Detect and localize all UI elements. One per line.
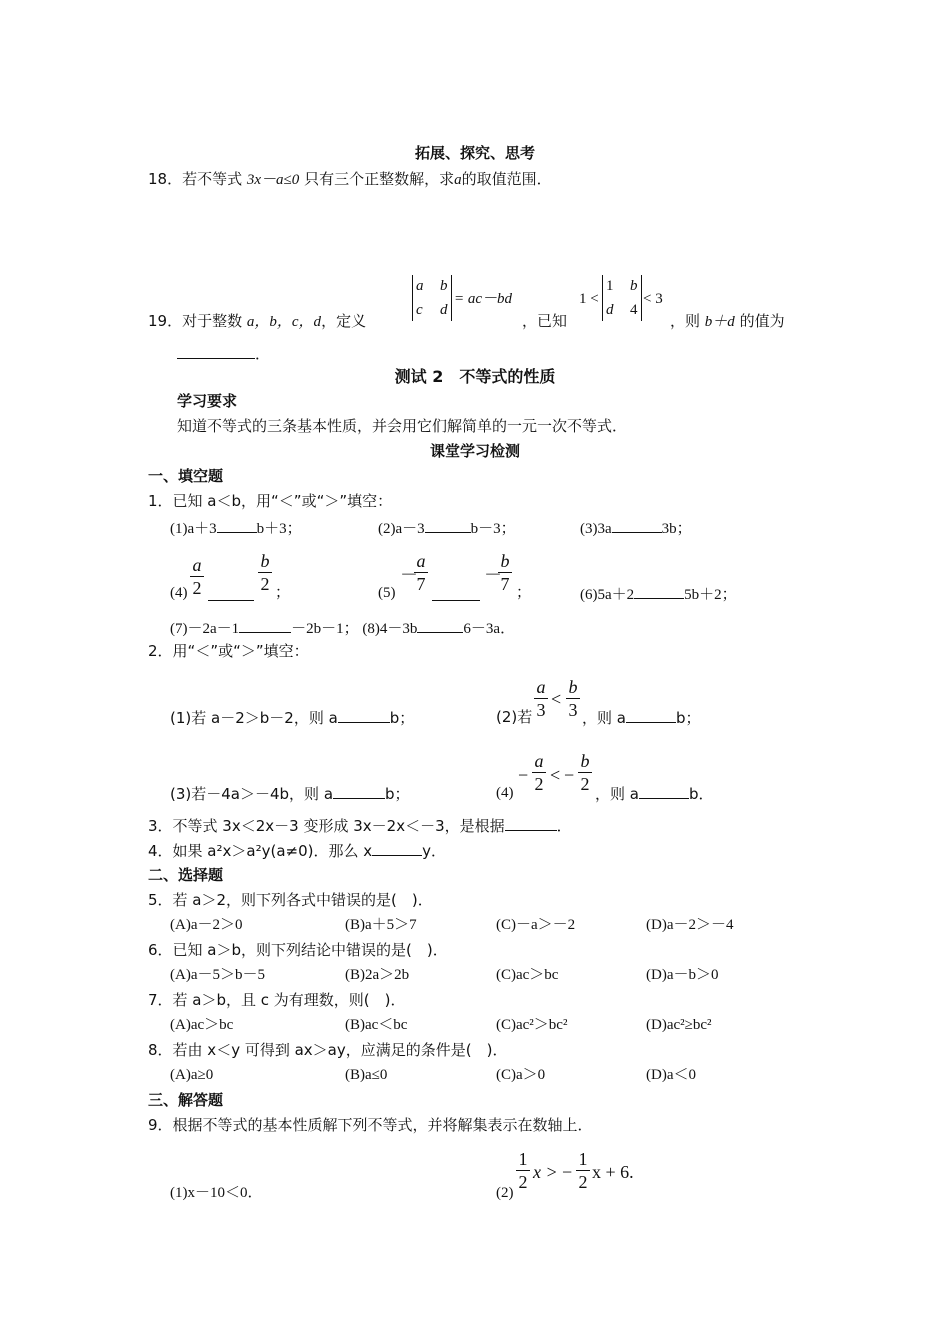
q7-option-b[interactable]: (B)ac＜bc xyxy=(345,1017,408,1033)
q19-text: 对于整数 xyxy=(182,312,243,330)
q9-sub-1: (1)x－10＜0． xyxy=(170,1185,263,1201)
q19-ask: 的值为 xyxy=(739,312,785,330)
q1-6-right: 5b＋2； xyxy=(684,587,737,603)
q2-4-blank[interactable] xyxy=(639,786,689,799)
q1-4-blank-wrap xyxy=(208,588,254,604)
q19-answer-blank[interactable] xyxy=(177,346,255,359)
class-check-heading: 课堂学习检测 xyxy=(429,442,520,460)
q8-option-a[interactable]: (A)a≥0 xyxy=(170,1067,214,1083)
q9-2-label: (2) xyxy=(496,1185,514,1201)
q18-expression: 3x－a≤0 xyxy=(246,172,300,188)
q2-1-end: b； xyxy=(389,709,415,727)
q9-2-minus: − xyxy=(562,1162,573,1182)
frac-den: 7 xyxy=(500,574,510,594)
q19-text-2: ，定义 xyxy=(321,312,367,330)
frac-num: a xyxy=(416,551,426,571)
q1-8-left: (8)4－3b xyxy=(362,621,418,637)
q2-4-fraction-b xyxy=(578,752,592,793)
q1-3-right: 3b； xyxy=(661,521,692,537)
q8-stem: 8．若由 x＜y 可得到 ax＞ay，应满足的条件是( )． xyxy=(148,1041,508,1059)
q4-text: 4．如果 a²x＞a²y(a≠0)．那么 x xyxy=(148,842,373,860)
q3-blank[interactable] xyxy=(505,818,557,831)
frac-num: a xyxy=(192,555,202,575)
det-def-d: d xyxy=(440,302,448,318)
q2-2-less-than: < xyxy=(551,689,562,709)
q2-4-end: b． xyxy=(688,785,714,803)
q1-5-label: (5) xyxy=(378,585,396,601)
frac-num: 1 xyxy=(518,1149,528,1169)
q1-4-label: (4) xyxy=(170,585,188,601)
det-given-c: d xyxy=(606,302,614,318)
q2-2-fraction-b xyxy=(566,678,580,719)
frac-den: 2 xyxy=(578,1172,588,1192)
q5-option-c[interactable]: (C)－a＞－2 xyxy=(496,917,576,933)
q1-1-blank[interactable] xyxy=(217,520,257,533)
frac-num: b xyxy=(260,551,270,571)
frac-bar xyxy=(414,572,428,573)
frac-bar xyxy=(516,1170,530,1171)
det-given-d: 4 xyxy=(630,302,638,318)
q2-2-end: b； xyxy=(675,709,701,727)
q2-stem: 2．用“＜”或“＞”填空： xyxy=(148,642,309,660)
q1-8-blank[interactable] xyxy=(417,620,463,633)
frac-num: a xyxy=(536,677,546,697)
question-3 xyxy=(148,818,572,834)
q1-item-3 xyxy=(580,520,692,537)
q19-text-3: ，已知 xyxy=(522,312,568,330)
frac-den: 2 xyxy=(260,574,270,594)
frac-bar xyxy=(258,572,272,573)
q8-option-d[interactable]: (D)a＜0 xyxy=(646,1067,696,1083)
q9-2-fraction-a xyxy=(516,1150,530,1191)
q18-text-3: 的取值范围． xyxy=(461,170,552,188)
frac-num: b xyxy=(580,751,590,771)
frac-bar xyxy=(534,698,548,699)
q1-5-end: ； xyxy=(516,585,532,601)
frac-num: b xyxy=(568,677,578,697)
q19-end: ． xyxy=(255,345,271,363)
q2-2-tail xyxy=(582,710,701,726)
q2-2-then: ，则 a xyxy=(582,709,626,727)
q18-text-2: 只有三个正整数解，求 xyxy=(304,170,455,188)
q18-variable: a xyxy=(454,172,462,188)
q5-option-a[interactable]: (A)a－2＞0 xyxy=(170,917,243,933)
q9-2-x-plus-6: x + 6. xyxy=(592,1162,634,1182)
q2-sub-3 xyxy=(170,786,410,802)
requirements-heading: 学习要求 xyxy=(177,392,238,410)
frac-den: 2 xyxy=(192,578,202,598)
q1-2-left: (2)a－3 xyxy=(378,521,425,537)
q19-number: 19． xyxy=(148,312,183,330)
part3-heading: 三、解答题 xyxy=(148,1091,224,1109)
q5-option-d[interactable]: (D)a－2＞－4 xyxy=(646,917,734,933)
q4-blank[interactable] xyxy=(372,843,422,856)
q1-5-minus-b: － xyxy=(484,565,502,585)
det-def-b: b xyxy=(440,278,448,294)
q7-stem: 7．若 a＞b，且 c 为有理数，则( )． xyxy=(148,991,406,1009)
q1-5-blank-wrap xyxy=(432,588,480,604)
q2-4-minus-b: − xyxy=(564,765,575,785)
frac-den: 2 xyxy=(534,774,544,794)
q7-option-a[interactable]: (A)ac＞bc xyxy=(170,1017,234,1033)
q1-2-blank[interactable] xyxy=(425,520,471,533)
q1-item-1 xyxy=(170,520,302,537)
q7-option-c[interactable]: (C)ac²＞bc² xyxy=(496,1017,568,1033)
q18-number: 18． xyxy=(148,170,183,188)
q1-5-minus-a: － xyxy=(400,565,418,585)
q19-determinant-given xyxy=(602,275,642,321)
q3-text: 3．不等式 3x＜2x－3 变形成 3x－2x＜－3，是根据 xyxy=(148,817,505,835)
q1-6-left: (6)5a＋2 xyxy=(580,587,635,603)
q1-3-left: (3)3a xyxy=(580,521,612,537)
q19-given-rhs: < 3 xyxy=(643,291,663,307)
q19-definition-rhs: = ac－bd xyxy=(454,291,513,307)
frac-den: 2 xyxy=(518,1172,528,1192)
frac-bar xyxy=(566,698,580,699)
q1-3-blank[interactable] xyxy=(612,520,662,533)
q1-stem: 1．已知 a＜b，用“＜”或“＞”填空： xyxy=(148,492,393,510)
q9-2-x-gt: x > xyxy=(533,1162,558,1182)
q2-3-text: (3)若－4a＞－4b，则 a xyxy=(170,785,334,803)
q2-4-tail xyxy=(595,786,714,802)
q6-option-c[interactable]: (C)ac＞bc xyxy=(496,967,559,983)
frac-den: 7 xyxy=(416,574,426,594)
q19-given-lhs: 1 < xyxy=(579,291,599,307)
frac-num: a xyxy=(534,751,544,771)
frac-num: 1 xyxy=(578,1149,588,1169)
frac-den: 3 xyxy=(536,700,546,720)
q1-5-fraction-a xyxy=(414,552,428,593)
q1-7-blank[interactable] xyxy=(239,620,291,633)
q5-stem: 5．若 a＞2，则下列各式中错误的是( )． xyxy=(148,891,433,909)
q9-stem: 9．根据不等式的基本性质解下列不等式，并将解集表示在数轴上． xyxy=(148,1116,593,1134)
part2-heading: 二、选择题 xyxy=(148,866,224,884)
q2-sub-1 xyxy=(170,710,414,726)
det-def-c: c xyxy=(416,302,423,318)
test-title: 测试 2 不等式的性质 xyxy=(394,367,556,386)
q2-3-blank[interactable] xyxy=(333,786,385,799)
q1-4-fraction-a xyxy=(190,556,204,597)
det-given-b: b xyxy=(630,278,638,294)
q19-text-4 xyxy=(670,314,785,330)
q1-1-right: b＋3； xyxy=(256,521,302,537)
part1-heading: 一、填空题 xyxy=(148,467,224,485)
q5-option-b[interactable]: (B)a＋5＞7 xyxy=(345,917,417,933)
q1-6-blank[interactable] xyxy=(634,586,684,599)
q4-end: y． xyxy=(422,842,447,860)
frac-bar xyxy=(498,572,512,573)
det-def-a: a xyxy=(416,278,424,294)
q2-3-end: b； xyxy=(385,785,410,803)
q9-2-fraction-b xyxy=(576,1150,590,1191)
q1-7-left: (7)－2a－1 xyxy=(170,621,240,637)
q1-4-end: ； xyxy=(275,585,291,601)
q3-end: ． xyxy=(556,817,572,835)
q1-8-right: 6－3a． xyxy=(463,621,516,637)
q2-1-text: (1)若 a－2＞b－2，则 a xyxy=(170,709,338,727)
frac-bar xyxy=(576,1170,590,1171)
frac-bar xyxy=(532,772,546,773)
q19-answer-line xyxy=(177,346,270,362)
q2-4-fraction-a xyxy=(532,752,546,793)
q8-option-c[interactable]: (C)a＞0 xyxy=(496,1067,546,1083)
q19-expression: b＋d xyxy=(704,314,735,330)
q8-option-b[interactable]: (B)a≤0 xyxy=(345,1067,388,1083)
q1-5-blank[interactable] xyxy=(432,588,480,601)
q1-4-fraction-b xyxy=(258,552,272,593)
q2-4-less-than: < xyxy=(550,765,561,785)
frac-bar xyxy=(578,772,592,773)
q6-option-a[interactable]: (A)a－5＞b－5 xyxy=(170,967,265,983)
q2-4-label: (4) xyxy=(496,785,514,801)
question-4 xyxy=(148,843,446,859)
q1-2-right: b－3； xyxy=(470,521,516,537)
q1-items-7-8 xyxy=(170,620,515,637)
requirements-text: 知道不等式的三条基本性质，并会用它们解简单的一元一次不等式． xyxy=(177,417,628,435)
frac-den: 3 xyxy=(568,700,578,720)
det-given-a: 1 xyxy=(606,278,614,294)
q6-option-b[interactable]: (B)2a＞2b xyxy=(345,967,410,983)
q6-option-d[interactable]: (D)a－b＞0 xyxy=(646,967,719,983)
q19-determinant-definition xyxy=(412,275,452,321)
q1-7-right: －2b－1； xyxy=(291,621,359,637)
q2-1-blank[interactable] xyxy=(338,710,390,723)
frac-bar xyxy=(190,576,204,577)
q2-2-label: (2)若 xyxy=(496,708,533,726)
q1-item-6 xyxy=(580,586,737,603)
q2-4-then: ，则 a xyxy=(595,785,639,803)
q2-4-minus-a: − xyxy=(518,765,529,785)
section-title-extend: 拓展、探究、思考 xyxy=(414,144,535,162)
frac-den: 2 xyxy=(580,774,590,794)
q18-text: 若不等式 xyxy=(182,170,243,188)
question-18 xyxy=(148,172,552,188)
q19-then: ，则 xyxy=(670,312,701,330)
q2-2-blank[interactable] xyxy=(626,710,676,723)
q1-4-blank[interactable] xyxy=(208,588,254,601)
q6-stem: 6．已知 a＞b，则下列结论中错误的是( )． xyxy=(148,941,448,959)
q7-option-d[interactable]: (D)ac²≥bc² xyxy=(646,1017,712,1033)
frac-num: b xyxy=(500,551,510,571)
q1-1-left: (1)a＋3 xyxy=(170,521,217,537)
q1-5-fraction-b xyxy=(498,552,512,593)
q19-variables: a，b，c，d xyxy=(246,314,322,330)
question-19-text xyxy=(148,314,366,330)
q1-item-2 xyxy=(378,520,516,537)
q2-2-fraction-a xyxy=(534,678,548,719)
